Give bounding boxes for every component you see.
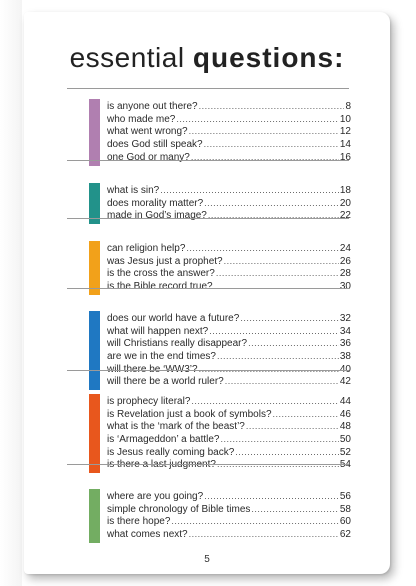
toc-dot-leader	[186, 242, 338, 255]
toc-dot-leader	[248, 337, 339, 350]
toc-entry-page: 32	[339, 313, 351, 324]
toc-entry-label: is Revelation just a book of symbols?	[107, 408, 272, 420]
toc-entry[interactable]	[107, 312, 351, 325]
toc-entry-label: is the cross the answer?	[107, 268, 215, 280]
toc-entry-page: 42	[339, 376, 351, 388]
toc-entry-label: what is sin?	[107, 185, 160, 196]
toc-entry-page: 48	[339, 421, 351, 433]
section-color-bar	[89, 241, 100, 295]
toc-entry[interactable]	[107, 350, 351, 363]
toc-entry-label: was Jesus just a prophet?	[107, 255, 223, 267]
toc-entry-list	[107, 312, 351, 388]
toc-entry-label: where are you going?	[107, 491, 204, 502]
toc-dot-leader	[217, 350, 339, 363]
toc-entry-page: 56	[339, 491, 351, 502]
toc-entry[interactable]	[107, 280, 351, 293]
section-color-bar	[89, 394, 100, 473]
toc-entry-label: is there a last judgment?	[107, 459, 216, 471]
background-edge	[0, 0, 22, 586]
toc-dot-leader	[199, 100, 345, 113]
toc-entry-list	[107, 242, 351, 293]
section-color-bar	[89, 99, 100, 166]
toc-entry-list	[107, 184, 351, 222]
toc-entry-label: is ‘Armageddon’ a battle?	[107, 434, 220, 446]
section-divider	[67, 464, 349, 465]
toc-section	[89, 395, 351, 471]
toc-entry-page: 52	[339, 446, 351, 458]
toc-entry[interactable]	[107, 138, 351, 151]
toc-entry-label: one God or many?	[107, 151, 190, 163]
toc-entry-label: what is the ‘mark of the beast’?	[107, 421, 245, 433]
toc-entry-page: 54	[339, 459, 351, 471]
toc-entry[interactable]	[107, 325, 351, 338]
toc-entry-label: does morality matter?	[107, 197, 204, 209]
toc-entry-label: is anyone out there?	[107, 101, 198, 112]
toc-dot-leader	[251, 503, 338, 516]
page-number: 5	[204, 554, 210, 565]
toc-entry-label: what comes next?	[107, 529, 188, 541]
section-divider	[67, 370, 349, 371]
toc-dot-leader	[246, 420, 339, 433]
toc-entry-page: 22	[339, 210, 351, 222]
toc-entry-label: will Christians really disappear?	[107, 338, 248, 350]
toc-entry-label: is prophecy literal?	[107, 396, 191, 407]
toc-entry[interactable]	[107, 197, 351, 210]
toc-entry[interactable]	[107, 184, 351, 197]
toc-entry[interactable]	[107, 242, 351, 255]
toc-dot-leader	[225, 375, 339, 388]
toc-entry-label: will there be ‘WW3’?	[107, 363, 198, 375]
toc-entry-list	[107, 100, 351, 163]
title-light: essential	[69, 42, 193, 73]
toc-dot-leader	[235, 446, 339, 459]
toc-entry[interactable]	[107, 100, 351, 113]
toc-dot-leader	[220, 433, 338, 446]
toc-entry-page: 8	[345, 101, 351, 112]
toc-dot-leader	[204, 490, 339, 503]
toc-entry-label: who made me?	[107, 113, 176, 125]
toc-dot-leader	[189, 125, 339, 138]
toc-entry-page: 62	[339, 529, 351, 541]
toc-section	[89, 100, 351, 164]
toc-entry-list	[107, 490, 351, 541]
toc-entry[interactable]	[107, 255, 351, 268]
toc-dot-leader	[208, 209, 339, 222]
toc-entry-page: 46	[339, 408, 351, 420]
section-color-bar	[89, 311, 100, 390]
toc-entry-page: 14	[339, 139, 351, 151]
title-bold: questions:	[192, 42, 345, 73]
toc-dot-leader	[160, 184, 339, 197]
toc-entry-page: 26	[339, 255, 351, 267]
toc-entry[interactable]	[107, 337, 351, 350]
toc-dot-leader	[273, 408, 339, 421]
toc-entry[interactable]	[107, 408, 351, 421]
toc-section	[89, 242, 351, 293]
title-divider	[67, 88, 349, 89]
toc-entry-label: made in God’s image?	[107, 210, 207, 222]
toc-entry[interactable]	[107, 267, 351, 280]
toc-dot-leader	[224, 255, 339, 268]
toc-dot-leader	[189, 528, 339, 541]
toc-entry[interactable]	[107, 209, 351, 222]
toc-entry-page: 16	[339, 151, 351, 163]
toc-entry[interactable]	[107, 113, 351, 126]
section-color-bar	[89, 489, 100, 543]
toc-section	[89, 184, 351, 222]
toc-entry-page: 28	[339, 268, 351, 280]
toc-dot-leader	[191, 151, 339, 164]
toc-entry-page: 38	[339, 351, 351, 363]
toc-entry-page: 30	[339, 281, 351, 293]
toc-entry-label: simple chronology of Bible times	[107, 503, 251, 515]
toc-entry[interactable]	[107, 375, 351, 388]
page-title	[24, 42, 390, 74]
toc-entry[interactable]	[107, 433, 351, 446]
toc-dot-leader	[204, 197, 339, 210]
toc-entry[interactable]	[107, 503, 351, 516]
toc-entry-page: 10	[339, 113, 351, 125]
toc-entry-page: 36	[339, 338, 351, 350]
toc-entry-page: 40	[339, 363, 351, 375]
toc-entry-label: are we in the end times?	[107, 351, 216, 363]
toc-entry-page: 12	[339, 126, 351, 138]
toc-entry[interactable]	[107, 446, 351, 459]
toc-entry-label: what went wrong?	[107, 126, 188, 138]
toc-entry[interactable]	[107, 490, 351, 503]
section-divider	[67, 218, 349, 219]
toc-entry-label: does God still speak?	[107, 139, 203, 151]
toc-entry-page: 58	[339, 503, 351, 515]
toc-dot-leader	[204, 138, 339, 151]
book-page	[24, 12, 390, 574]
toc-entry-label: will there be a world ruler?	[107, 376, 224, 388]
toc-dot-leader	[214, 280, 339, 293]
toc-entry-page: 50	[339, 434, 351, 446]
toc-entry-label: is there hope?	[107, 516, 171, 528]
toc-entry-page: 34	[339, 325, 351, 337]
toc-section	[89, 312, 351, 388]
toc-entry[interactable]	[107, 515, 351, 528]
toc-dot-leader	[176, 113, 339, 126]
toc-section	[89, 490, 351, 541]
section-divider	[67, 288, 349, 289]
toc-entry-page: 60	[339, 516, 351, 528]
toc-entry-label: does our world have a future?	[107, 313, 240, 324]
toc-entry-label: can religion help?	[107, 243, 186, 254]
toc-entry[interactable]	[107, 151, 351, 164]
toc-entry[interactable]	[107, 125, 351, 138]
section-divider	[67, 160, 349, 161]
toc-entry-page: 18	[339, 185, 351, 196]
toc-dot-leader	[209, 325, 339, 338]
toc-entry-page: 24	[339, 243, 351, 254]
toc-entry-page: 20	[339, 197, 351, 209]
toc-entry[interactable]	[107, 420, 351, 433]
toc-dot-leader	[216, 267, 339, 280]
toc-entry-label: is the Bible record true?	[107, 281, 213, 293]
toc-dot-leader	[240, 312, 339, 325]
toc-entry[interactable]	[107, 395, 351, 408]
toc-entry-label: what will happen next?	[107, 325, 209, 337]
toc-entry-page: 44	[339, 396, 351, 407]
toc-dot-leader	[171, 515, 338, 528]
toc-dot-leader	[191, 395, 339, 408]
toc-entry[interactable]	[107, 528, 351, 541]
toc-entry-list	[107, 395, 351, 471]
toc-entry-label: is Jesus really coming back?	[107, 446, 235, 458]
